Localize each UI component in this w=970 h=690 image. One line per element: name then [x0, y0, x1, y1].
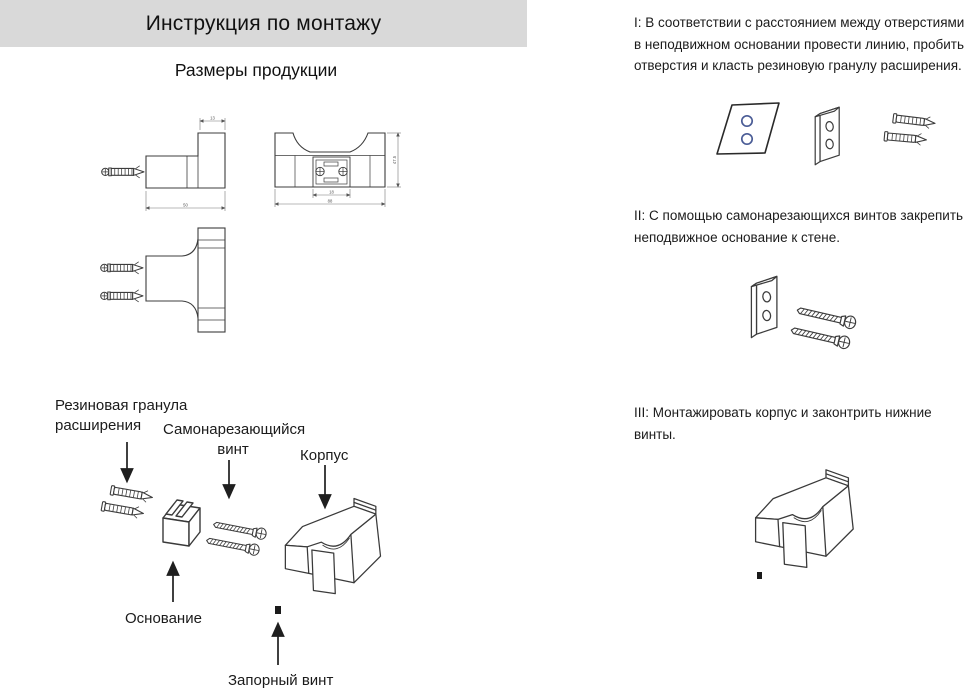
- step-2-illustration: [720, 255, 920, 385]
- anchor-icon: [884, 130, 927, 145]
- exploded-diagram: [40, 440, 460, 690]
- dim-hole-spacing: 18: [329, 189, 334, 195]
- top-view-drawing: [90, 225, 235, 365]
- screw-icon: [206, 535, 261, 556]
- label-body: Корпус: [300, 447, 349, 464]
- screw-icon: [796, 304, 857, 330]
- label-granule: Резиновая гранула расширения: [55, 397, 188, 434]
- step-1-illustration: [700, 90, 960, 195]
- dim-bottom-depth: 50: [183, 202, 188, 208]
- hook-body: [285, 498, 380, 593]
- page-title: Инструкция по монтажу: [145, 11, 382, 35]
- anchor-icon: [893, 112, 936, 129]
- screw-icon: [213, 519, 268, 540]
- hook-body: [756, 470, 854, 568]
- base-plate: [751, 276, 777, 337]
- step-3-text: III: Монтажировать корпус и законтрить нижние винты.: [634, 405, 932, 442]
- anchor-icon: [110, 484, 154, 503]
- step-2-text: II: С помощью самонарезающихся винтов закрепить неподвижное основание к стене.: [634, 208, 964, 245]
- dim-total-width: 88: [327, 198, 333, 204]
- label-base: Основание: [125, 610, 202, 627]
- screw-icon: [790, 324, 851, 350]
- step-3-illustration: [730, 435, 970, 645]
- base-block: [163, 500, 200, 546]
- base-plate: [815, 107, 839, 165]
- front-view-drawing: [270, 125, 410, 217]
- dim-top-width: 13: [210, 115, 215, 121]
- anchor-icon: [102, 166, 144, 178]
- label-locking-screw: Запорный винт: [228, 672, 334, 689]
- locking-screw: [275, 606, 281, 614]
- label-self-tapping-screw: Самонарезающийся винт: [163, 421, 306, 458]
- dim-height: 47.5: [392, 155, 397, 165]
- anchor-icon: [101, 290, 143, 302]
- side-view-drawing: [90, 108, 240, 218]
- anchor-icon: [101, 262, 143, 274]
- section-subtitle: Размеры продукции: [174, 60, 338, 80]
- anchor-icon: [101, 500, 145, 519]
- drill-template: [717, 103, 779, 154]
- locking-screw: [757, 572, 762, 579]
- step-1-text: I: В соответствии с расстоянием между отверстиями в неподвижном основании провести линию, пробить отверстия и класть резиновую гранулу расширения.: [634, 15, 965, 73]
- title-banner: [0, 0, 527, 47]
